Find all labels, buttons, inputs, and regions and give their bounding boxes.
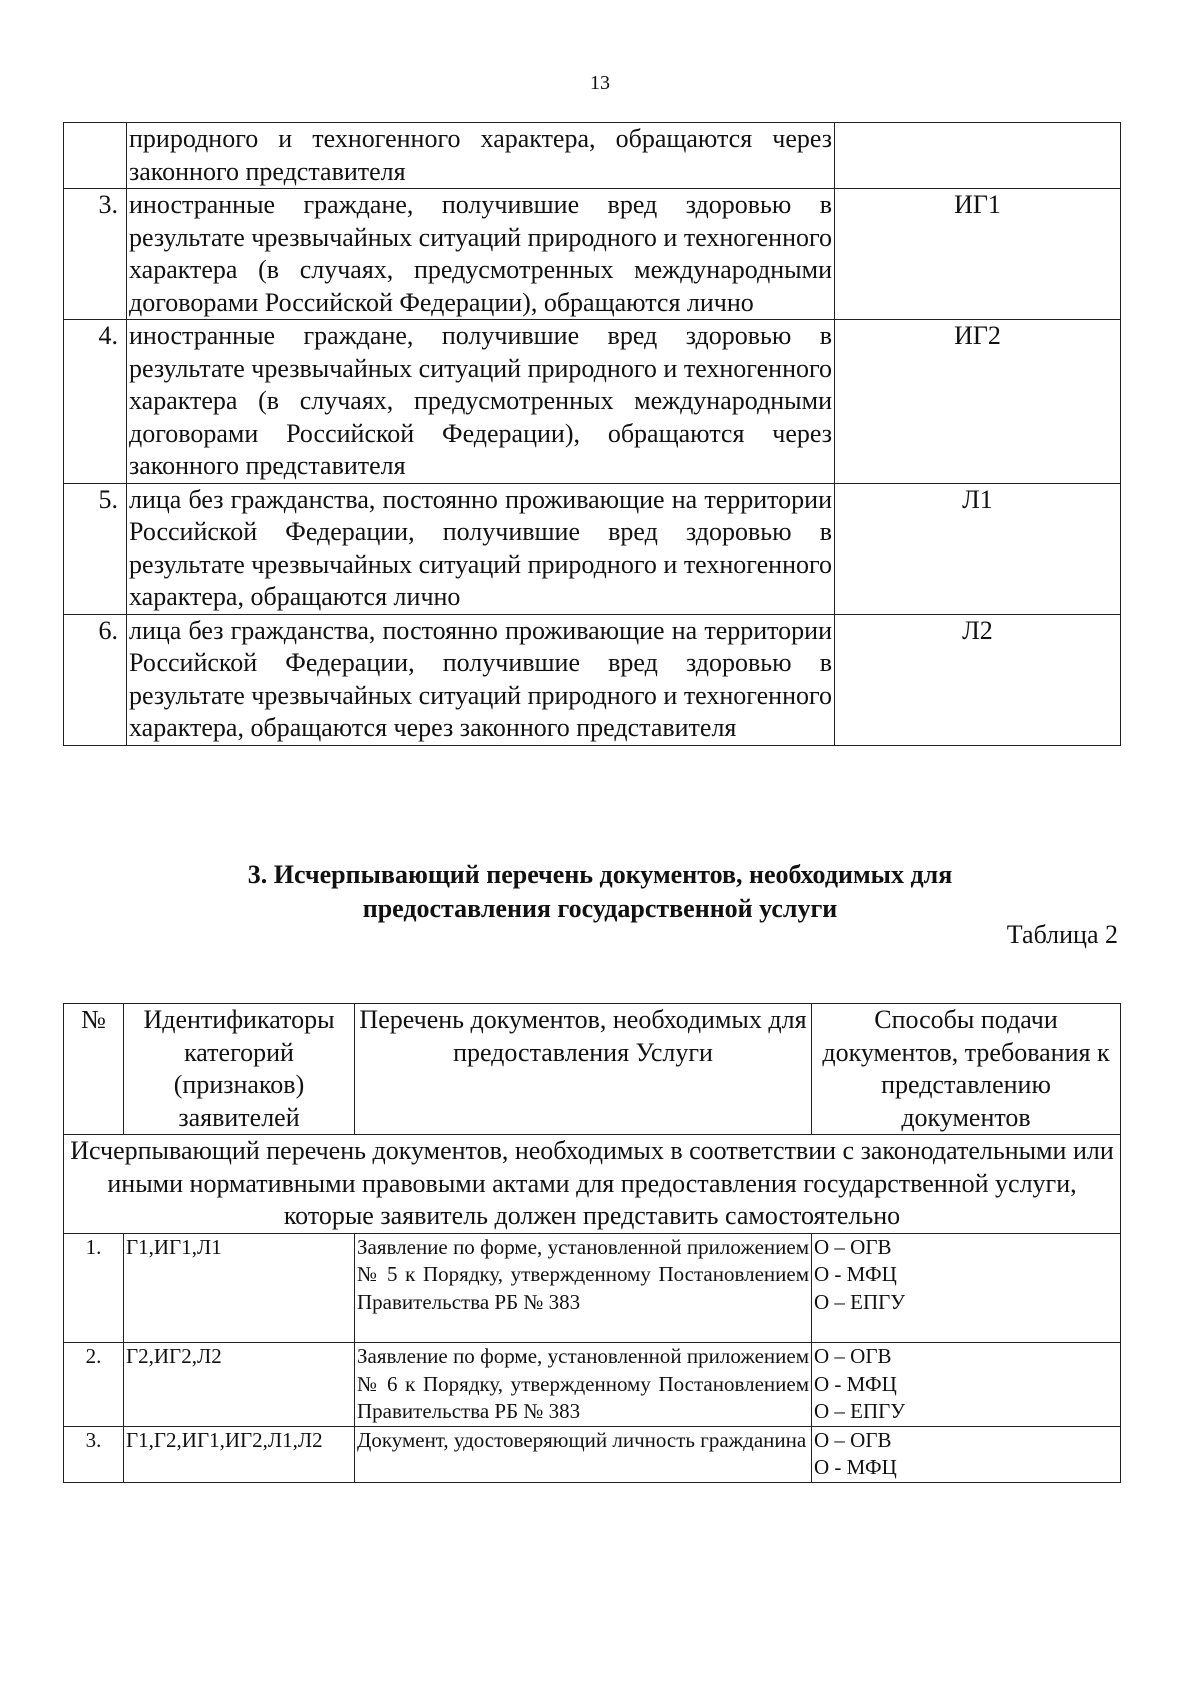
row-identifiers: Г2,ИГ2,Л2 — [124, 1343, 355, 1427]
category-description: природного и техногенного характера, обращаются через законного представителя — [127, 123, 835, 189]
category-description: лица без гражданства, постоянно проживающие на территории Российской Федерации, получившие вред здоровью в результате чрезвычайных ситуаций природного и техногенного характера, обращаются через законного представителя — [127, 614, 835, 745]
header-documents: Перечень документов, необходимых для предоставления Услуги — [355, 1004, 812, 1135]
submission-way: О – ОГВ — [814, 1427, 892, 1452]
submission-way: О – ЕПГУ — [814, 1289, 906, 1314]
table-label: Таблица 2 — [1006, 920, 1118, 949]
table-row — [64, 189, 1121, 320]
row-document — [355, 1233, 812, 1343]
submission-way: О - МФЦ — [814, 1455, 897, 1479]
row-number: 5. — [64, 483, 127, 614]
row-number: 3. — [64, 1426, 124, 1482]
row-identifiers: Г1,ИГ1,Л1 — [124, 1233, 355, 1343]
category-identifier: ИГ1 — [835, 189, 1121, 320]
row-number: 1. — [64, 1233, 124, 1343]
header-identifiers: Идентификаторы категорий (признаков) заявителей — [124, 1004, 355, 1135]
submission-way: О - МФЦ — [814, 1371, 897, 1396]
row-number: 4. — [64, 320, 127, 484]
row-submission-ways — [812, 1426, 1121, 1482]
section-title-line-1: 3. Исчерпывающий перечень документов, необходимых для — [247, 860, 953, 889]
section-title-line-2: предоставления государственной услуги — [362, 894, 838, 923]
row-document: Заявление по форме, установленной приложением № 6 к Порядку, утвержденному Постановлением Правительства РБ № 383 — [355, 1343, 812, 1427]
table-row — [64, 614, 1121, 745]
table-row — [64, 123, 1121, 189]
span-text: Исчерпывающий перечень документов, необходимых в соответствии с законодательными или иными нормативными правовыми актами для предоставления государственной услуги, которые заявитель должен представить самостоятельно — [64, 1135, 1121, 1234]
table-row — [64, 1343, 1121, 1427]
submission-way: О - МФЦ — [814, 1262, 897, 1286]
header-number: № — [64, 1004, 124, 1135]
row-number: 6. — [64, 614, 127, 745]
row-number — [64, 123, 127, 189]
page-number: 13 — [590, 72, 610, 94]
table-row — [64, 1233, 1121, 1343]
category-identifier — [835, 123, 1121, 189]
category-description: иностранные граждане, получившие вред здоровью в результате чрезвычайных ситуаций природного и техногенного характера (в случаях, предусмотренных международными договорами Российской Федерации), обращаются лично — [127, 189, 835, 320]
submission-way: О – ОГВ — [814, 1234, 892, 1259]
submission-way: О – ЕПГУ — [814, 1399, 906, 1423]
category-description: иностранные граждане, получившие вред здоровью в результате чрезвычайных ситуаций природного и техногенного характера (в случаях, предусмотренных международными договорами Российской Федерации), обращаются через законного представителя — [127, 320, 835, 484]
submission-way: О – ОГВ — [814, 1344, 892, 1368]
category-identifier: Л1 — [835, 483, 1121, 614]
category-identifier: Л2 — [835, 614, 1121, 745]
header-submission-ways: Способы подачи документов, требования к представлению документов — [812, 1004, 1121, 1135]
documents-table — [63, 1003, 1121, 1483]
row-identifiers: Г1,Г2,ИГ1,ИГ2,Л1,Л2 — [124, 1426, 355, 1482]
row-number: 3. — [64, 189, 127, 320]
row-submission-ways — [812, 1343, 1121, 1427]
row-document: Документ, удостоверяющий личность гражданина — [355, 1426, 812, 1482]
table-header-row — [64, 1004, 1121, 1135]
row-submission-ways — [812, 1233, 1121, 1343]
row-document-text: Заявление по форме, установленной приложением № 5 к Порядку, утвержденному Постановлением Правительства РБ № 383 — [357, 1234, 809, 1314]
section-title — [0, 858, 1200, 926]
category-description: лица без гражданства, постоянно проживающие на территории Российской Федерации, получившие вред здоровью в результате чрезвычайных ситуаций природного и техногенного характера, обращаются лично — [127, 483, 835, 614]
table-row — [64, 483, 1121, 614]
applicant-categories-table — [63, 122, 1121, 746]
table-row — [64, 320, 1121, 484]
table-span-row — [64, 1135, 1121, 1234]
row-number: 2. — [64, 1343, 124, 1427]
category-identifier: ИГ2 — [835, 320, 1121, 484]
table-row — [64, 1426, 1121, 1482]
